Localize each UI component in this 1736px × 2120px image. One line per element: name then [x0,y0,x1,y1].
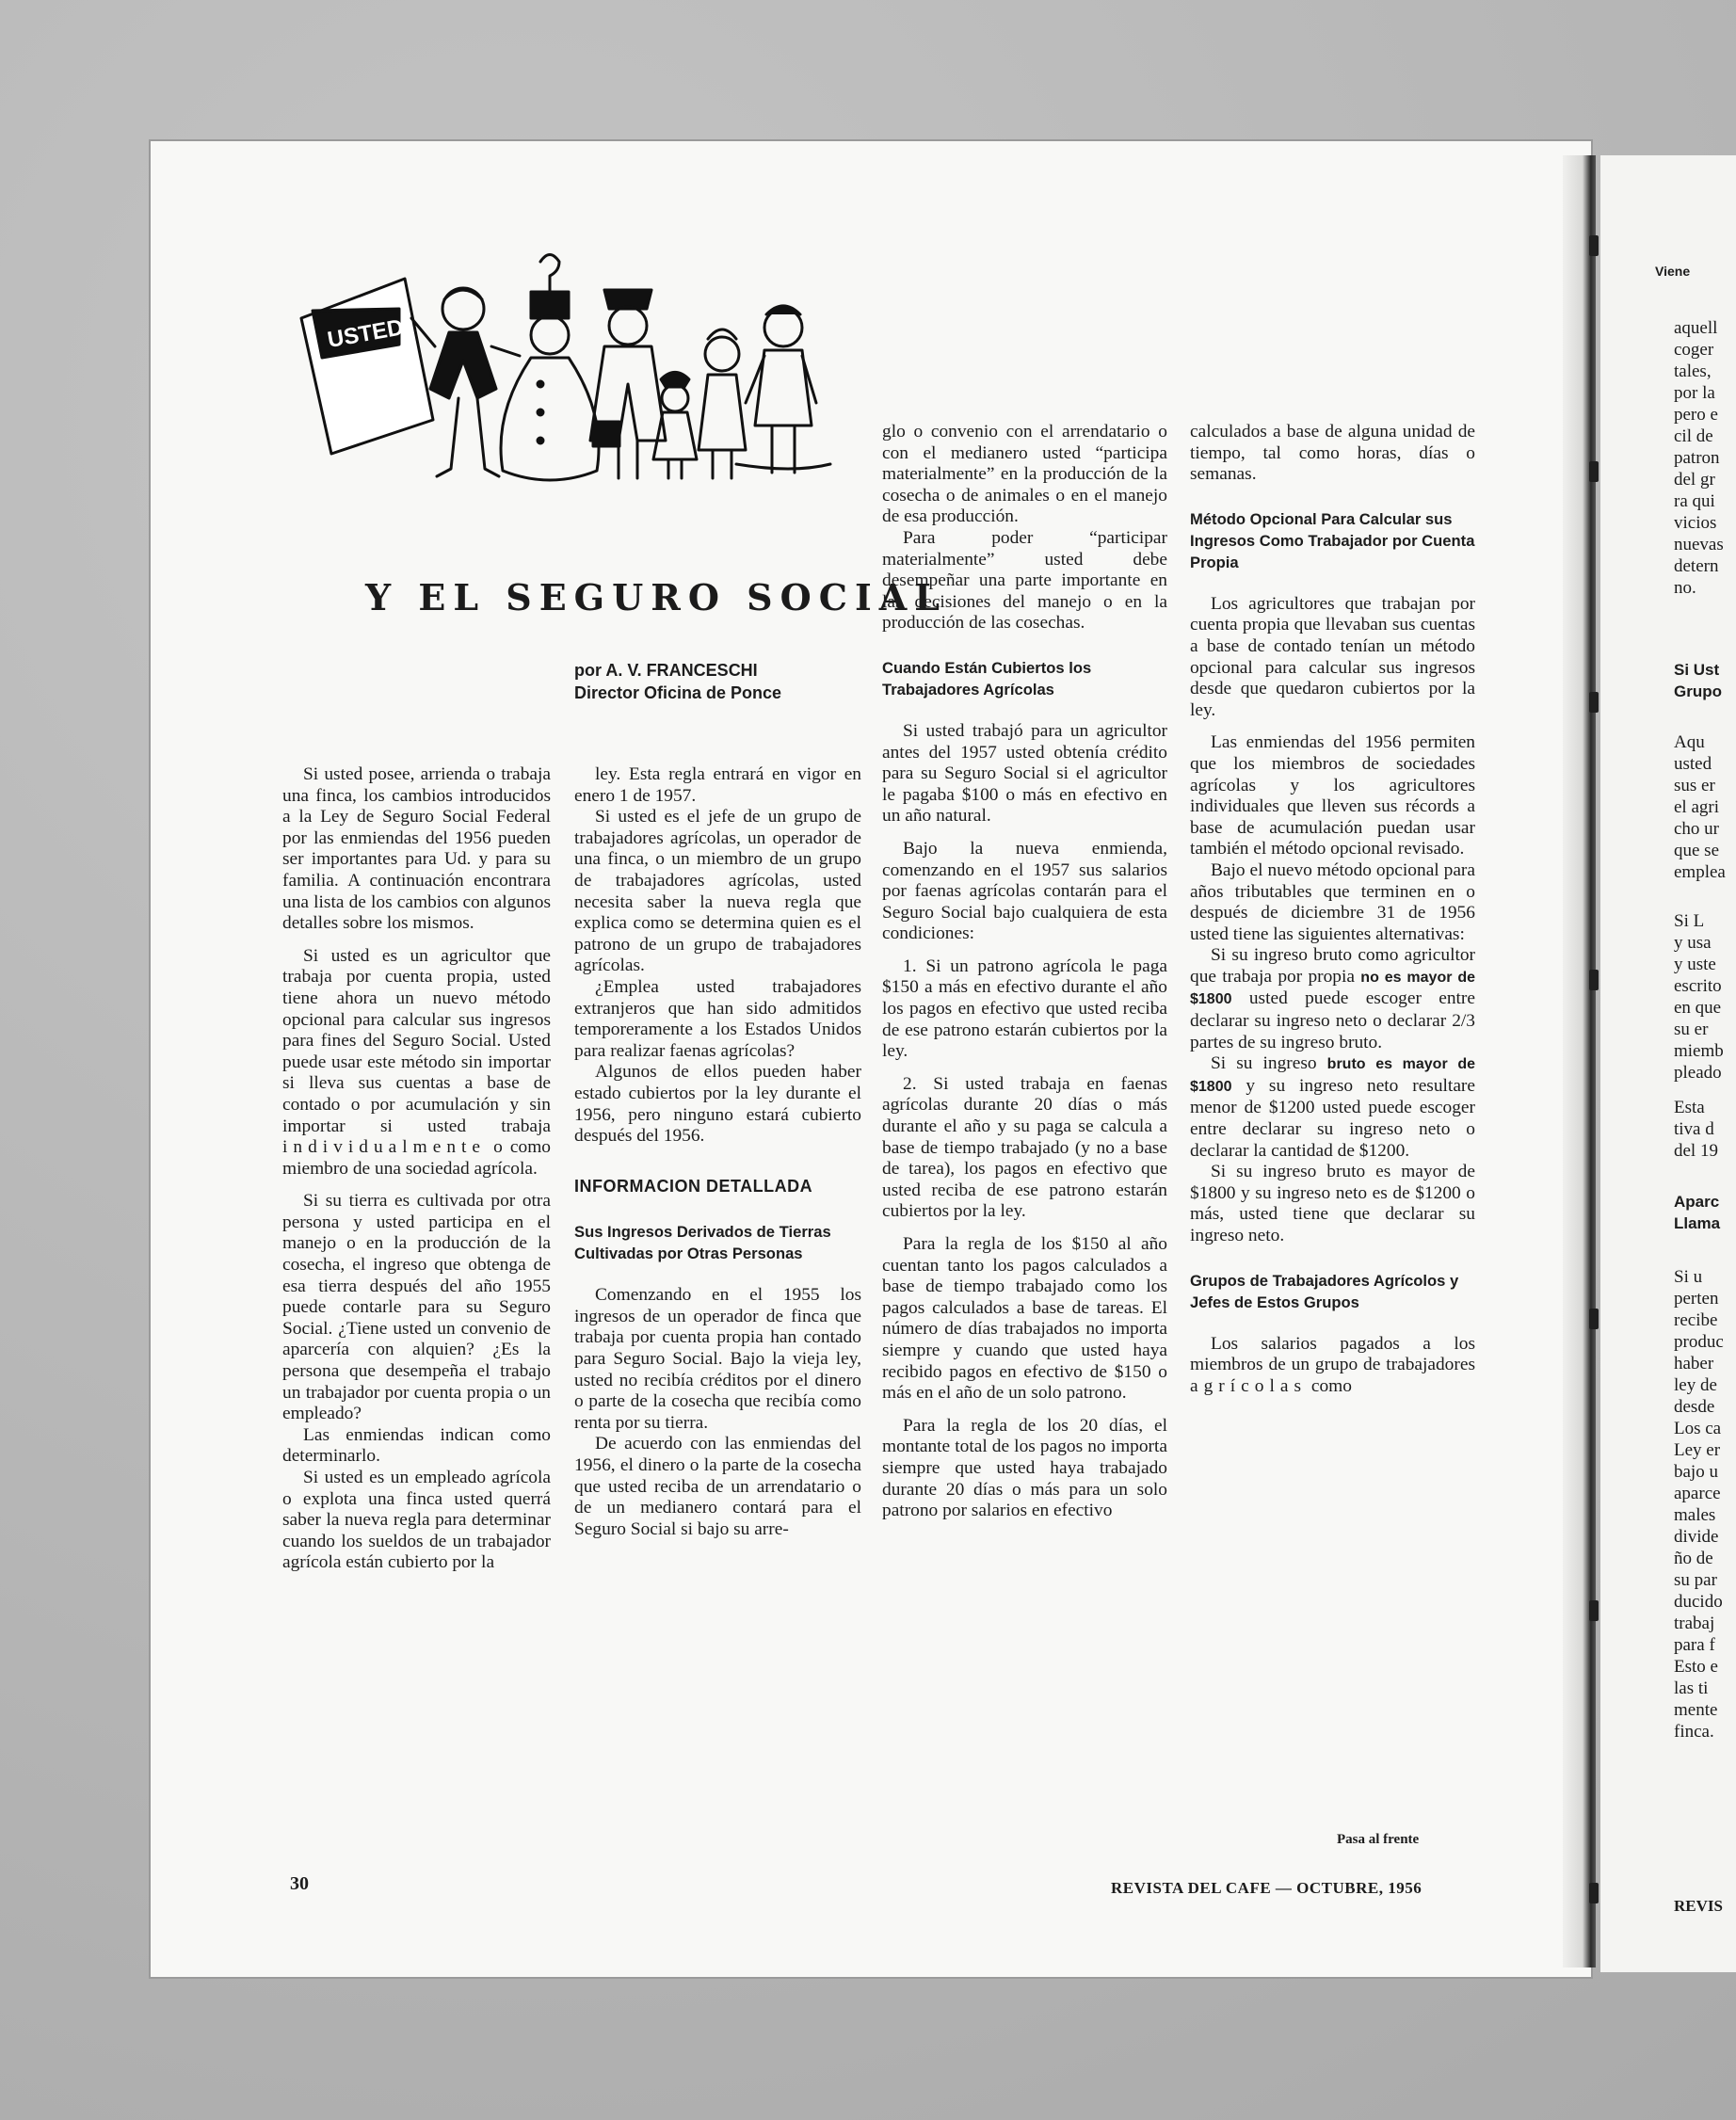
right-page-line: ducido [1674,1592,1723,1612]
paragraph: ley. Esta regla entrará en vigor en enero 1 de 1957. [574,764,861,806]
binding-mark [1589,970,1599,990]
right-page-line: Aqu [1674,732,1705,752]
paragraph: Si usted es un empleado agrícola o explota una finca usted querrá saber la nueva regla para determinar cuando los sueldos de un trabajador agrícola están cubierto por la [282,1468,551,1573]
right-page-line: cho ur [1674,819,1720,839]
paragraph: Comenzando en el 1955 los ingresos de un operador de finca que trabaja por cuenta propia han contado para Seguro Social. Bajo la vieja ley, usted no recibía créditos por el dinero o parte de la cosecha que recibía como renta por su tierra. [574,1285,861,1433]
paragraph: Si usted es el jefe de un grupo de trabajadores agrícolas, un operador de una finca, o un miembro de un grupo de trabajadores agrícolas, usted necesita saber la nueva regla que explica como se determina quien es el patrono de un grupo de trabajadores agrícolas. [574,807,861,976]
paragraph-text: como [1310,1375,1352,1396]
publication-footer: REVISTA DEL CAFE — OCTUBRE, 1956 [1111,1879,1423,1897]
byline-role: Director Oficina de Ponce [574,683,782,702]
subheading: Método Opcional Para Calcular sus Ingresos Como Trabajador por Cuenta Propia [1190,509,1475,571]
subheading: Cuando Están Cubiertos los Trabajadores Agrícolas [882,658,1092,699]
right-page-text-block [1674,910,1724,1084]
right-page-line: las ti [1674,1678,1709,1698]
right-page-line: Si L [1674,911,1705,931]
paragraph: Algunos de ellos pueden haber estado cubiertos por la ley durante el 1956, pero ninguno estará cubierto después del 1956. [574,1062,861,1147]
paragraph-text: o como miembro de una sociedad agrícola. [282,1137,551,1179]
binding-mark [1589,692,1599,713]
right-page-text-block [1674,1097,1718,1162]
right-page-line: escrito [1674,976,1722,996]
paragraph-text: y su ingreso neto resultare menor de $1200 usted puede escoger entre declarar su ingreso neto o declarar la cantidad de $1200. [1190,1075,1475,1161]
paragraph: Para poder “participar materialmente” usted debe desempeñar una parte importante en las decisiones del manejo o en la producción de las cosechas. [882,527,1167,634]
section-heading: INFORMACION DETALLADA [574,1176,813,1196]
right-page-line: Aparc [1674,1193,1720,1211]
bold-text: no es mayor de $1800 [1190,969,1475,1008]
paragraph-text: Si su ingreso bruto como agricultor que trabaja por propia [1190,945,1475,987]
paragraph-text: usted puede escoger entre declarar su ingreso neto o declarar 2/3 partes de su ingreso bruto. [1190,988,1475,1052]
right-page-subheading [1674,659,1722,702]
spaced-word: individualmente [282,1137,487,1158]
byline [574,659,781,704]
paragraph: calculados a base de alguna unidad de tiempo, tal como horas, días o semanas. [1190,422,1475,485]
paragraph: Si su ingreso bruto es mayor de $1800 y su ingreso neto es de $1200 o más, usted tiene que declarar su ingreso neto. [1190,1162,1475,1245]
right-page-line: haber [1674,1354,1714,1373]
right-page-line: Los ca [1674,1419,1722,1438]
paragraph-text: Los salarios pagados a los miembros de un grupo de trabajadores [1190,1333,1475,1375]
subheading: Grupos de Trabajadores Agrícolos y Jefes de Estos Grupos [1190,1271,1459,1311]
right-page-line: para f [1674,1635,1715,1655]
paragraph: 1. Si un patrono agrícola le paga $150 a más en efectivo durante el año los pagos en efectivo que usted reciba de ese patrono estarán cubiertos por la ley. [882,956,1167,1062]
right-page-line: produc [1674,1332,1724,1352]
right-page-line: usted [1674,754,1712,774]
right-page-subheading [1674,1191,1720,1234]
right-page-line: del gr [1674,470,1715,490]
binding-mark [1589,1309,1599,1329]
byline-author: por A. V. FRANCESCHI [574,661,758,680]
right-page-line: perten [1674,1289,1719,1309]
right-page-line: sus er [1674,776,1715,795]
right-page-footer: REVIS [1674,1897,1723,1915]
right-page-line: ra qui [1674,491,1715,511]
right-page-line: no. [1674,578,1696,598]
right-page-line: su er [1674,1020,1709,1039]
right-page-line: del 19 [1674,1141,1718,1161]
paragraph-text: Si usted es un agricultor que trabaja por cuenta propia, usted tiene ahora un nuevo método opcional para calcular sus ingresos para fines del Seguro Social. Usted puede usar este método sin importar si lleva sus cuentas a base de contado o por acumulación y sin importar si usted trabaja [282,945,551,1136]
right-page-line: aparce [1674,1484,1721,1503]
paragraph: Para la regla de los 20 días, el montante total de los pagos no importa siempre que usted haya trabajado durante 20 días o más para un solo patrono por salarios en efectivo [882,1415,1167,1521]
right-page-text-block [1674,1266,1724,1743]
paragraph: Si su tierra es cultivada por otra persona y usted participa en el manejo o en la producción de la cosecha, el ingreso que obtenga de esa tierra después del año 1955 puede contarle para su Seguro Social. ¿Tiene usted un convenio de aparcería con alquien? ¿Es la persona que desempeña el trabajo un trabajador por cuenta propia o un empleado? [282,1191,551,1424]
right-page-line: el agri [1674,797,1720,817]
binding-mark [1589,461,1599,482]
article-title: Y EL SEGURO SOCIAL [365,576,947,618]
page-gutter [1563,155,1596,1967]
paragraph: De acuerdo con las enmiendas del 1956, el dinero o la parte de la cosecha que usted reciba de un arrendatario o de un medianero contará para el Seguro Social si bajo su arre- [574,1434,861,1539]
paragraph: Bajo la nueva enmienda, comenzando en el 1957 sus salarios por faenas agrícolas contarán para el Seguro Social bajo cualquiera de esta condiciones: [882,838,1167,944]
paragraph: Si usted trabajó para un agricultor antes del 1957 usted obtenía crédito para su Seguro Social si el agricultor le pagaba $100 o más en efectivo en un año natural. [882,720,1167,827]
binding-mark [1589,1600,1599,1621]
right-page-line: que se [1674,841,1720,860]
right-page-line: patron [1674,448,1720,468]
column-4 [1190,422,1475,1397]
right-page-line: Grupo [1674,683,1722,700]
right-page-line: aquell [1674,318,1718,338]
paragraph: Las enmiendas del 1956 permiten que los miembros de sociedades agrícolas y los agricultores individuales que lleven sus récords a base de acumulación puedan usar también el método opcional revisado. [1190,732,1475,859]
paragraph: ¿Emplea usted trabajadores extranjeros que han sido admitidos temporeramente a los Estados Unidos para realizar faenas agrícolas? [574,976,861,1061]
right-page-header: Viene [1655,264,1691,279]
continued-note: Pasa al frente [1337,1832,1420,1847]
sign-label: USTED [325,314,406,354]
paragraph: Los agricultores que trabajan por cuenta propia que llevaban sus cuentas a base de contado tenían un método opcional para calcular sus ingresos desde que quedaron cubiertos por la ley. [1190,593,1475,720]
paragraph-text: Si su ingreso [1211,1053,1317,1074]
right-page-line: en que [1674,998,1722,1018]
right-page-line: Ley er [1674,1440,1721,1460]
right-page-line: Esto e [1674,1657,1718,1677]
right-page-line: nuevas [1674,535,1724,554]
paragraph [282,946,551,1180]
right-page-line: Llama [1674,1214,1721,1232]
right-page-line: ley de [1674,1375,1717,1395]
paragraph: glo o convenio con el arrendatario o con el medianero usted “participa materialmente” en la producción de la cosecha o de animales o en el manejo de esa producción. [882,422,1167,527]
right-page-line: pero e [1674,405,1718,425]
right-page-line: males [1674,1505,1716,1525]
paragraph: Bajo el nuevo método opcional para años tributables que terminen en o después de diciembre 31 de 1956 usted tiene las siguientes alternativas: [1190,859,1475,944]
right-page-line: miemb [1674,1041,1724,1061]
right-page-line: finca. [1674,1722,1714,1742]
right-page-line: pleado [1674,1063,1722,1083]
right-page-line: trabaj [1674,1614,1715,1633]
page-number: 30 [290,1873,309,1894]
right-page-line: su par [1674,1570,1717,1590]
right-page-text-block [1674,317,1724,599]
right-page-line: Si u [1674,1267,1703,1287]
column-2 [574,764,861,1540]
right-page-line: detern [1674,556,1719,576]
right-page-line: emplea [1674,862,1726,882]
paragraph [1190,945,1475,1053]
binding-mark [1589,235,1599,256]
article-illustration [294,252,840,497]
paragraph [1190,1334,1475,1398]
paragraph: Si usted posee, arrienda o trabaja una finca, los cambios introducidos a la Ley de Seguro Social Federal por las enmiendas del 1956 pueden ser importantes para Ud. y para su familia. A continuación encontrara una lista de los cambios con algunos detalles sobre los mismos. [282,764,551,934]
right-page-line: cil de [1674,426,1713,446]
spaced-word: agrícolas [1190,1375,1307,1396]
paragraph: Las enmiendas indican como determinarlo. [282,1424,551,1467]
right-page-line: divide [1674,1527,1719,1547]
right-page-line: mente [1674,1700,1718,1720]
right-page-line: por la [1674,383,1715,403]
subheading: Sus Ingresos Derivados de Tierras Cultivadas por Otras Personas [574,1223,831,1263]
right-page-line: recibe [1674,1310,1718,1330]
paragraph: Para la regla de los $150 al año cuentan tanto los pagos calculados a base de tiempo trabajado como los pagos calculados a base de tareas. El número de días trabajados no importa siempre y cuando que usted haya recibido pagos en efectivo de $150 o más en el año de un solo patrono. [882,1234,1167,1404]
right-page-line: coger [1674,340,1714,360]
right-page-line: y usa [1674,933,1712,953]
right-page-line: Esta [1674,1098,1705,1117]
binding-mark [1589,1883,1599,1903]
right-page-line: tales, [1674,361,1712,381]
right-page-line: vicios [1674,513,1717,533]
paragraph: 2. Si usted trabaja en faenas agrícolas durante 20 días o más durante el año y su paga se calcula a base de tiempo trabajado (y no a base de tarea), los pagos en efectivo que usted reciba de ese patrono estarán cubiertos por la ley. [882,1073,1167,1222]
right-page-line: desde [1674,1397,1715,1417]
right-page-line: ño de [1674,1549,1713,1568]
column-1 [282,764,551,1574]
right-page [1600,155,1736,1972]
right-page-line: tiva d [1674,1119,1714,1139]
right-page-line: Si Ust [1674,661,1720,679]
right-page-line: y uste [1674,955,1716,974]
right-page-text-block [1674,731,1726,883]
bold-text: bruto es mayor de $1800 [1190,1056,1475,1095]
right-page-line: bajo u [1674,1462,1718,1482]
column-3 [882,422,1167,1522]
paragraph [1190,1053,1475,1162]
